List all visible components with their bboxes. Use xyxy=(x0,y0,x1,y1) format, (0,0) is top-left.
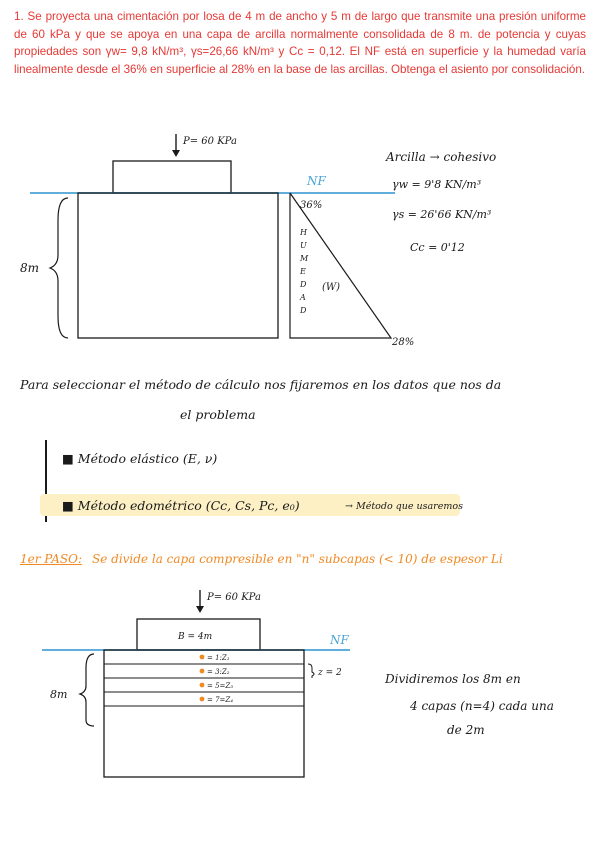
soil-diagram-1 xyxy=(0,130,599,345)
thickness-brace xyxy=(308,664,314,678)
svg-text:= 5=Z₃: = 5=Z₃ xyxy=(207,682,234,690)
top-moisture: 36% xyxy=(300,200,323,211)
load-label-2: P= 60 KPa xyxy=(207,592,261,603)
thickness-label: z = 2 xyxy=(318,668,342,678)
depth-label-2: 8m xyxy=(50,688,68,701)
problem-statement xyxy=(14,8,586,78)
svg-text:M: M xyxy=(300,254,309,263)
svg-text:A: A xyxy=(300,293,306,302)
load-label-1: P= 60 KPa xyxy=(183,136,237,147)
w-label: (W) xyxy=(322,282,341,293)
note-arcilla: Arcilla → cohesivo xyxy=(386,150,497,164)
nf-label-2: NF xyxy=(330,633,349,647)
depth-label-1: 8m xyxy=(20,261,40,275)
method-chosen-note: → Método que usaremos xyxy=(345,501,463,512)
width-label: B = 4m xyxy=(178,632,213,642)
method-elastic: ■ Método elástico (E, ν) xyxy=(62,451,218,466)
note-gamma-w: γw = 9'8 KN/m³ xyxy=(392,178,482,191)
humidity-letters xyxy=(299,228,309,315)
method-intro-2: el problema xyxy=(180,407,256,422)
conclusion-2: 4 capas (n=4) cada una xyxy=(410,699,554,713)
clay-layer-1 xyxy=(78,193,278,338)
method-edometric: ■ Método edométrico (Cc, Cs, Pc, e₀) xyxy=(62,498,300,513)
moisture-triangle xyxy=(290,193,391,338)
note-gamma-s: γs = 26'66 KN/m³ xyxy=(392,208,492,221)
svg-text:= 7=Z₄: = 7=Z₄ xyxy=(207,696,234,704)
svg-text:= 1:Z₁: = 1:Z₁ xyxy=(207,654,230,662)
conclusion-3: de 2m xyxy=(447,723,485,737)
step1-text: Se divide la capa compresible en "n" subcapas (< 10) de espesor Li xyxy=(92,552,503,566)
sublayer-points xyxy=(200,654,234,704)
problem-number: 1. xyxy=(14,10,24,23)
footing-1 xyxy=(113,161,231,193)
depth-brace-1 xyxy=(50,198,68,338)
svg-text:H: H xyxy=(300,228,307,237)
nf-label-1: NF xyxy=(307,174,326,188)
conclusion-1: Dividiremos los 8m en xyxy=(385,672,521,686)
svg-text:D: D xyxy=(300,306,307,315)
depth-brace-2 xyxy=(80,654,94,726)
method-intro-1: Para seleccionar el método de cálculo nos fijaremos en los datos que nos da xyxy=(20,377,502,392)
svg-text:D: D xyxy=(300,280,307,289)
svg-text:U: U xyxy=(300,241,307,250)
clay-layer-2 xyxy=(104,650,304,777)
problem-text: Se proyecta una cimentación por losa de 4 m de ancho y 5 m de largo que transmite una presión uniforme de 60 kPa y que se apoya en una capa de arcilla normalmente consolidada de 8 m. de potencia y cuyas propiedades son γw= 9,8 kN/m³, γs=26,66 kN/m³ y Cc = 0,12. El NF está en superficie y la humedad varía linealmente desde el 36% en superficie al 28% en la base de las arcillas. Obtenga el asiento por consolidación. xyxy=(14,10,586,76)
svg-text:= 3:Z₂: = 3:Z₂ xyxy=(207,668,230,676)
step1-title: 1er PASO: xyxy=(20,552,83,566)
svg-text:E: E xyxy=(300,267,306,276)
bottom-moisture: 28% xyxy=(392,337,415,345)
note-cc: Cc = 0'12 xyxy=(410,241,465,254)
